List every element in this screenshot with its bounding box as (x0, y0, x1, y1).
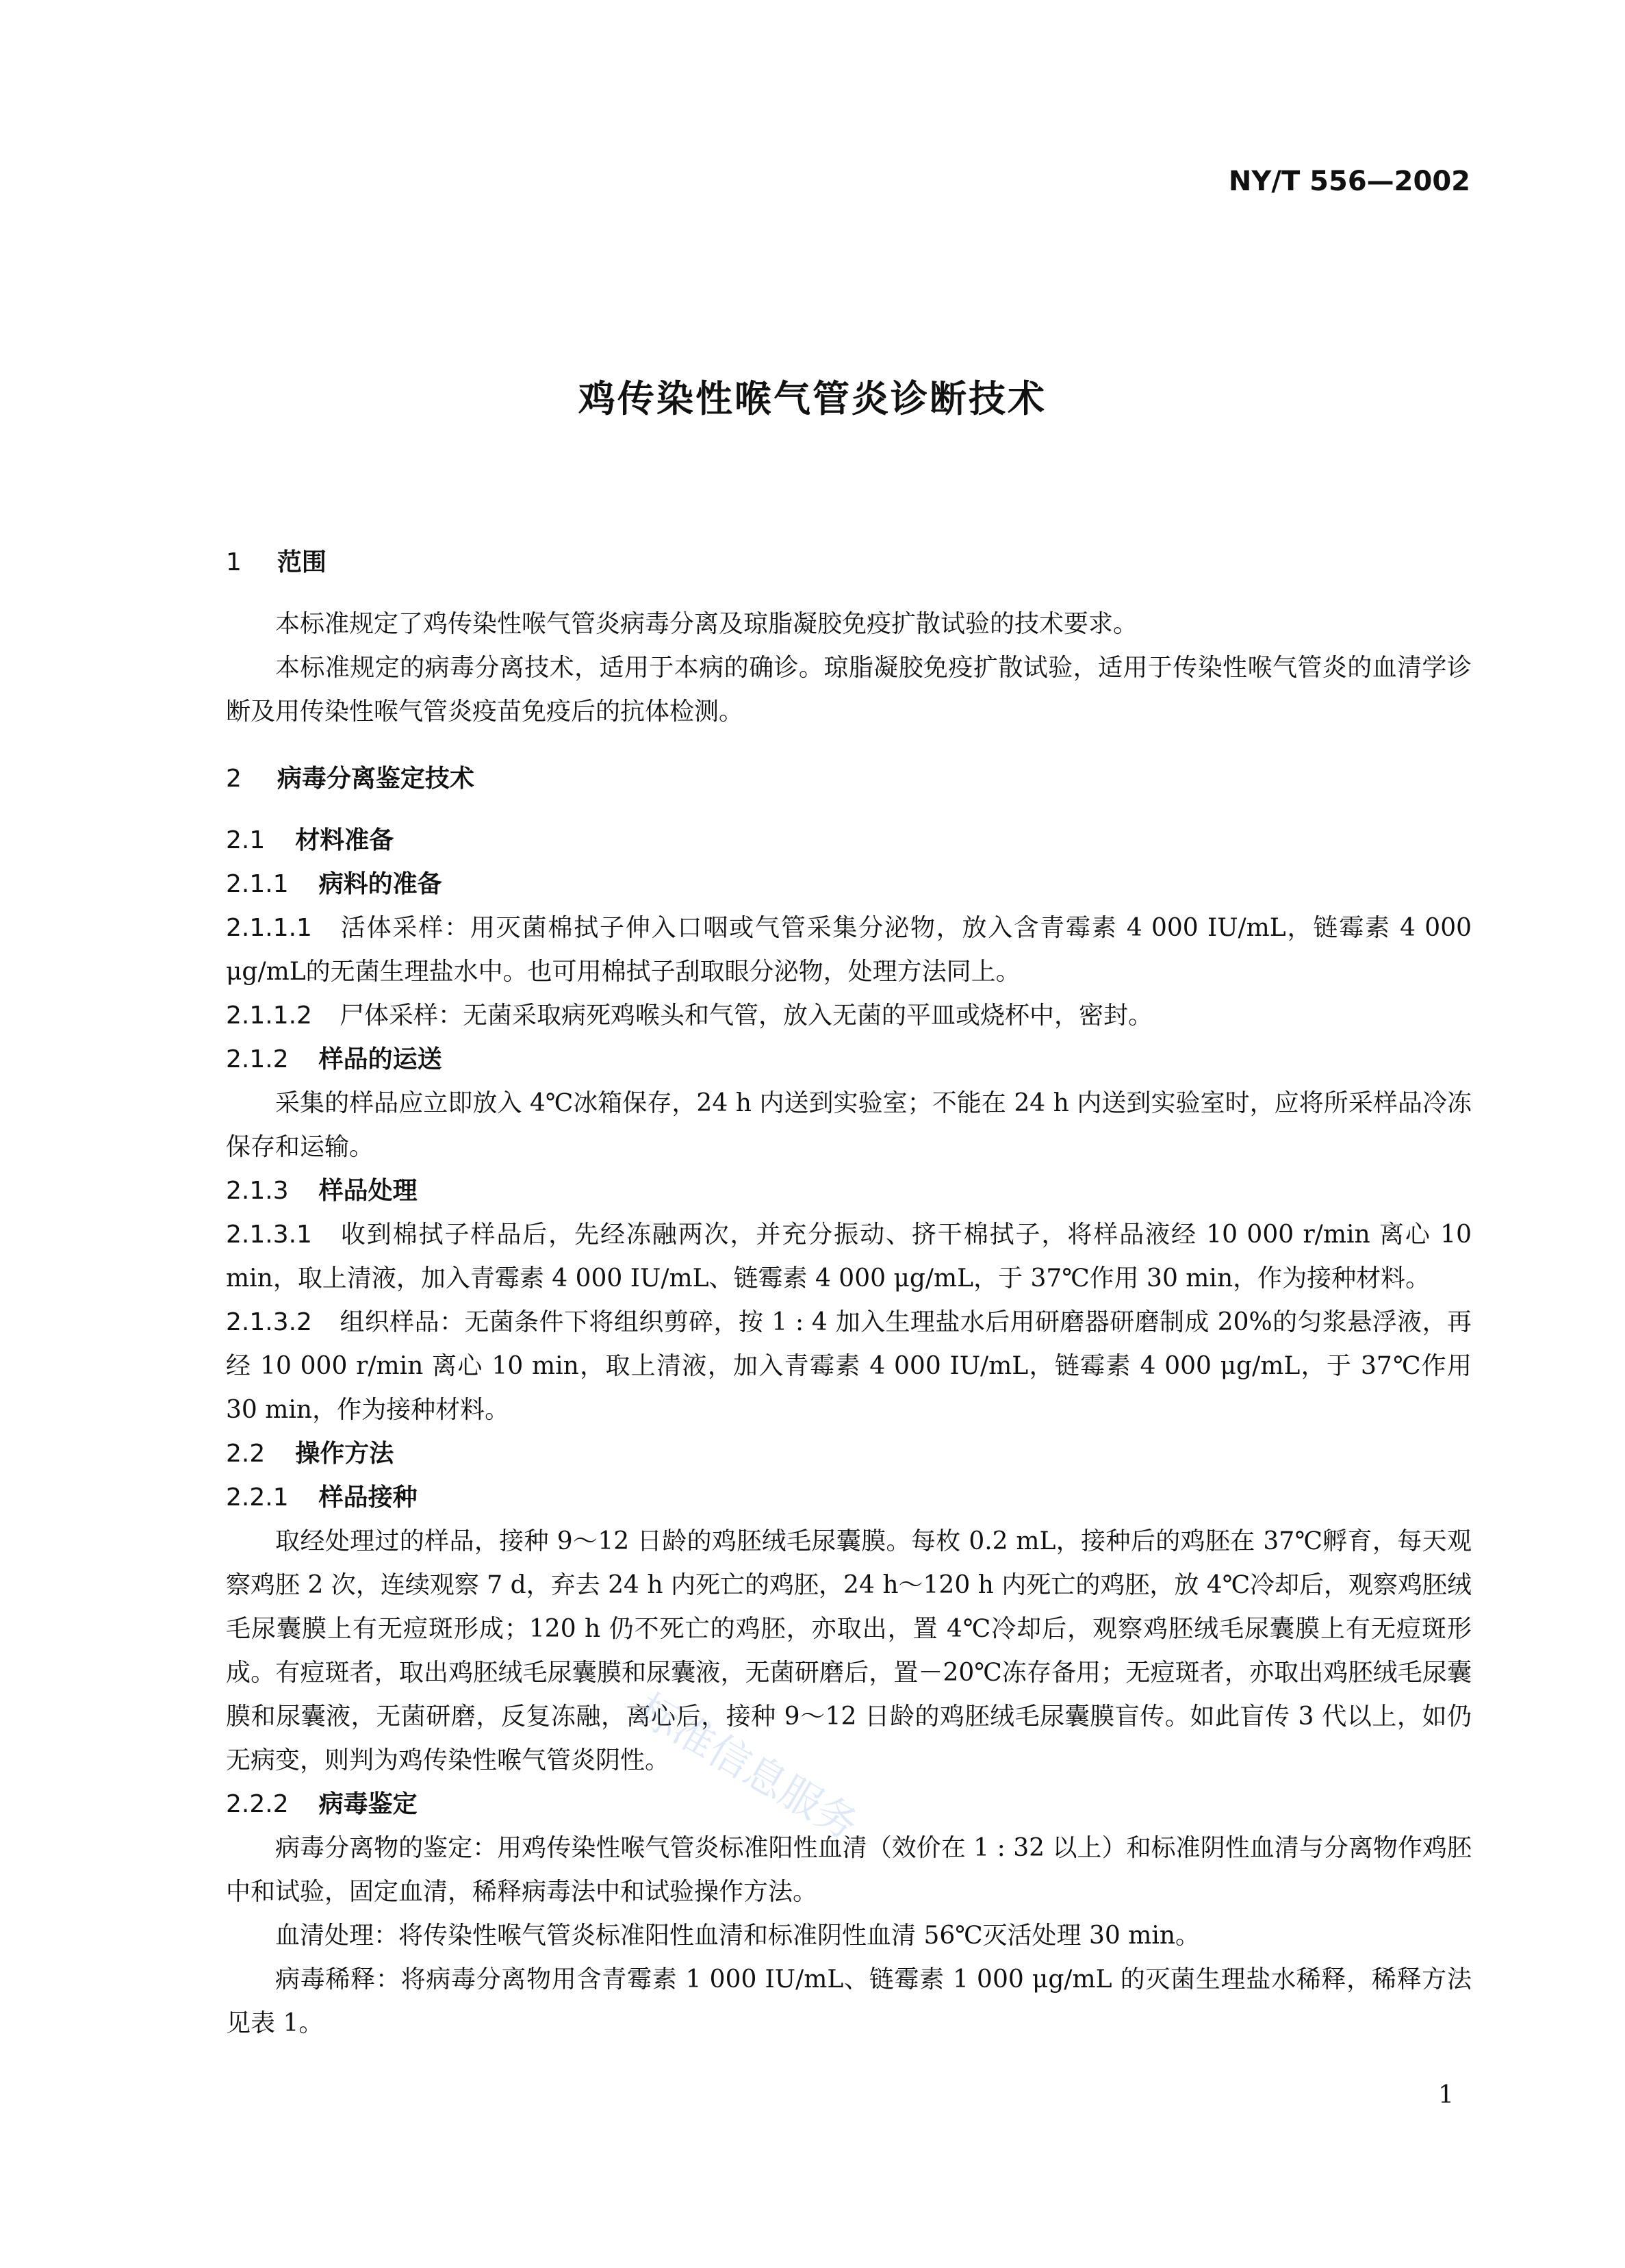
section-number: 2.1 (226, 826, 266, 854)
section-title: 操作方法 (295, 1440, 394, 1468)
section-2-heading (226, 757, 1472, 801)
paragraph: 病毒稀释：将病毒分离物用含青霉素 1 000 IU/mL、链霉素 1 000 μg/mL 的灭菌生理盐水稀释，稀释方法见表 1。 (226, 1965, 1472, 2037)
section-2-1-1-heading (226, 863, 1472, 906)
paragraph: 本标准规定的病毒分离技术，适用于本病的确诊。琼脂凝胶免疫扩散试验，适用于传染性喉气管炎的血清学诊断及用传染性喉气管炎疫苗免疫后的抗体检测。 (226, 654, 1472, 726)
section-title: 样品接种 (318, 1483, 418, 1512)
section-title: 病毒鉴定 (318, 1790, 418, 1818)
section-number: 2.1.3 (226, 1177, 289, 1205)
section-number: 2.1.1 (226, 870, 289, 898)
section-2-1-2-heading (226, 1038, 1472, 1082)
section-number: 2 (226, 765, 242, 793)
section-title: 病料的准备 (318, 870, 442, 898)
clause-number: 2.1.3.1 (226, 1221, 312, 1249)
clause-text: 组织样品：无菌条件下将组织剪碎，按 1 : 4 加入生理盐水后用研磨器研磨制成 20%的匀浆悬浮液，再经 10 000 r/min 离心 10 min，取上清液，加入青霉素 4 000 IU/mL，链霉素 4 000 μg/mL，于 37℃作用 30 min，作为接种材料。 (226, 1308, 1472, 1424)
section-number: 1 (226, 548, 242, 576)
section-number: 2.2.2 (226, 1790, 289, 1818)
clause-number: 2.1.3.2 (226, 1308, 312, 1336)
section-2-2-1-heading (226, 1476, 1472, 1520)
section-2-2-heading (226, 1432, 1472, 1476)
paragraph: 取经处理过的样品，接种 9～12 日龄的鸡胚绒毛尿囊膜。每枚 0.2 mL，接种后的鸡胚在 37℃孵育，每天观察鸡胚 2 次，连续观察 7 d，弃去 24 h 内死亡的鸡胚，24 h～120 h 内死亡的鸡胚，放 4℃冷却后，观察鸡胚绒毛尿囊膜上有无痘斑形成；120 h 仍不死亡的鸡胚，亦取出，置 4℃冷却后，观察鸡胚绒毛尿囊膜上有无痘斑形成。有痘斑者，取出鸡胚绒毛尿囊膜和尿囊液，无菌研磨后，置－20℃冻存备用；无痘斑者，亦取出鸡胚绒毛尿囊膜和尿囊液，无菌研磨，反复冻融，离心后，接种 9～12 日龄的鸡胚绒毛尿囊膜盲传。如此盲传 3 代以上，如仍无病变，则判为鸡传染性喉气管炎阴性。 (226, 1527, 1472, 1774)
clause-text: 尸体采样：无菌采取病死鸡喉头和气管，放入无菌的平皿或烧杯中，密封。 (339, 1002, 1153, 1030)
section-title: 范围 (277, 548, 327, 576)
paragraph: 本标准规定了鸡传染性喉气管炎病毒分离及琼脂凝胶免疫扩散试验的技术要求。 (275, 610, 1138, 638)
watermark: 标准信息服务 (628, 1685, 867, 1850)
paragraph: 病毒分离物的鉴定：用鸡传染性喉气管炎标准阳性血清（效价在 1 : 32 以上）和标准阴性血清与分离物作鸡胚中和试验，固定血清，稀释病毒法中和试验操作方法。 (226, 1834, 1472, 1906)
clause-number: 2.1.1.1 (226, 914, 312, 942)
clause-text: 收到棉拭子样品后，先经冻融两次，并充分振动、挤干棉拭子，将样品液经 10 000 r/min 离心 10 min，取上清液，加入青霉素 4 000 IU/mL、链霉素 4 000 μg/mL，于 37℃作用 30 min，作为接种材料。 (226, 1221, 1472, 1292)
document-title: 鸡传染性喉气管炎诊断技术 (578, 377, 1047, 420)
section-title: 病毒分离鉴定技术 (277, 765, 474, 793)
section-title: 样品的运送 (318, 1045, 442, 1073)
paragraph: 血清处理：将传染性喉气管炎标准阳性血清和标准阴性血清 56℃灭活处理 30 min。 (275, 1922, 1201, 1950)
section-number: 2.2.1 (226, 1483, 289, 1512)
section-number: 2.2 (226, 1440, 266, 1468)
section-number: 2.1.2 (226, 1045, 289, 1073)
clause-2-1-1-1 (226, 906, 1472, 994)
section-title: 样品处理 (318, 1177, 418, 1205)
standard-number: NY/T 556—2002 (1228, 166, 1470, 197)
section-1-heading (226, 541, 1472, 585)
clause-2-1-1-2 (226, 994, 1472, 1038)
section-2-1-heading (226, 819, 1472, 863)
section-2-1-3-heading (226, 1169, 1472, 1213)
clause-2-1-3-1 (226, 1213, 1472, 1301)
page-number: 1 (1438, 2081, 1454, 2109)
section-title: 材料准备 (295, 826, 394, 854)
clause-2-1-3-2 (226, 1301, 1472, 1432)
clause-text: 活体采样：用灭菌棉拭子伸入口咽或气管采集分泌物，放入含青霉素 4 000 IU/mL，链霉素 4 000 μg/mL的无菌生理盐水中。也可用棉拭子刮取眼分泌物，处理方法同上。 (226, 914, 1472, 986)
clause-number: 2.1.1.2 (226, 1002, 312, 1030)
paragraph: 采集的样品应立即放入 4℃冰箱保存，24 h 内送到实验室；不能在 24 h 内送到实验室时，应将所采样品冷冻保存和运输。 (226, 1089, 1472, 1161)
